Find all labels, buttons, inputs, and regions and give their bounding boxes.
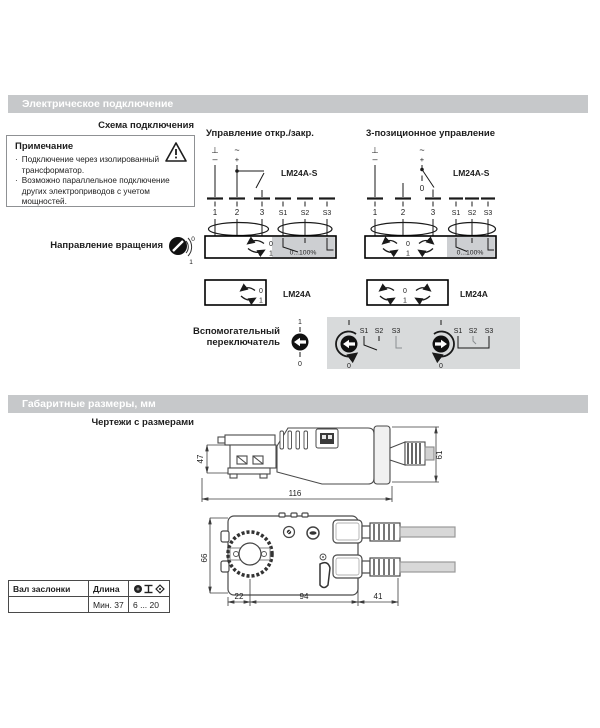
rotation-direction-label: Направление вращения <box>50 240 163 251</box>
note-bullet-text: Возможно параллельное подключение других электроприводов с учетом мощностей. <box>21 176 170 206</box>
cable-gland <box>209 223 269 236</box>
state-b-pos: 0 <box>439 363 443 370</box>
model-label: LM24A-S <box>281 168 318 178</box>
pos-0: 0 <box>406 241 410 248</box>
dim-41: 41 <box>373 592 383 601</box>
bullet-dot: · <box>15 176 18 185</box>
terminal-s2: S2 <box>467 210 477 217</box>
dim-22: 22 <box>234 592 244 601</box>
junction-dot <box>235 169 239 173</box>
range-label: 0...100% <box>289 249 317 257</box>
note-box <box>6 135 195 207</box>
state-a-s1: S1 <box>359 328 369 335</box>
terminal-s3: S3 <box>483 210 493 217</box>
position-indicator <box>320 554 326 560</box>
diagram1-title: Управление откр./закр. <box>206 128 314 139</box>
note-bullet-text: Подключение через изолированный трансформатор. <box>21 155 160 175</box>
state-b-s2: S2 <box>468 328 478 335</box>
plus-symbol: + <box>234 155 240 164</box>
min-length-cell: Мин. 37 <box>89 597 129 613</box>
aux-pos-1: 1 <box>298 319 302 326</box>
state-a-pos: 0 <box>347 363 351 370</box>
state-b-s1: S1 <box>453 328 463 335</box>
col-shaft-size <box>129 581 170 597</box>
shaft-shape-icon <box>133 584 165 594</box>
dim-66: 66 <box>200 553 209 563</box>
terminal-s1: S1 <box>278 210 288 217</box>
wiring-diagram-3-position <box>363 140 523 310</box>
section-header-electrical <box>8 95 588 113</box>
aux-label-line1: Вспомогательный <box>192 326 280 337</box>
terminal-1: 1 <box>212 208 218 217</box>
terminal-s3: S3 <box>322 210 332 217</box>
dim-61: 61 <box>435 450 444 460</box>
aux-switch-panel <box>327 317 520 369</box>
rotation-knob-icon <box>166 230 200 268</box>
dim-94: 94 <box>299 592 309 601</box>
col-length: Длина <box>89 581 129 597</box>
scheme-row-label: Схема подключения <box>98 120 194 131</box>
knob-pos-1: 1 <box>189 259 193 266</box>
ground-symbol: ⊥ <box>371 145 379 155</box>
terminal-s1: S1 <box>451 210 461 217</box>
table-value-row <box>9 597 170 613</box>
pos-0: 0 <box>403 288 407 295</box>
ac-symbol: ~ <box>234 145 240 155</box>
pos-0: 0 <box>259 288 263 295</box>
table-header-row <box>9 581 170 597</box>
model-label: LM24A-S <box>453 168 490 178</box>
pos-1: 1 <box>403 297 407 305</box>
state-a-s3-contact <box>396 336 402 348</box>
manual-override-button <box>307 527 319 539</box>
dim-116: 116 <box>288 489 302 498</box>
drawings-row-label: Чертежи с размерами <box>91 417 194 428</box>
terminal-3: 3 <box>259 208 265 217</box>
aux-switch-label <box>150 326 280 348</box>
state-a-s3: S3 <box>391 328 401 335</box>
warning-icon <box>165 142 187 162</box>
aux-switch-states <box>327 317 520 369</box>
wiring-diagram-open-close <box>203 140 348 310</box>
plus-symbol: + <box>419 155 425 164</box>
section-title: Электрическое подключение <box>22 98 174 110</box>
empty-cell <box>9 597 89 613</box>
dim-47: 47 <box>196 454 205 464</box>
section-header-dimensions <box>8 395 588 413</box>
model-label: LM24A <box>460 289 488 299</box>
aux-pos-0: 0 <box>298 361 302 368</box>
junction-dot <box>420 168 424 172</box>
terminal-1: 1 <box>372 208 378 217</box>
pos-1: 1 <box>269 250 273 258</box>
cable-gland <box>371 223 437 236</box>
terminal-2: 2 <box>234 208 240 217</box>
terminal-s2: S2 <box>300 210 310 217</box>
state-a-contacts <box>364 336 379 350</box>
top-view-drawing <box>200 512 467 616</box>
state-a-s2: S2 <box>374 328 384 335</box>
mid-position-0: 0 <box>419 184 425 193</box>
pos-1: 1 <box>259 297 263 305</box>
connector-window <box>316 429 338 448</box>
side-view-drawing <box>196 422 446 510</box>
actuator-box-lm24a <box>367 280 448 305</box>
ac-symbol: ~ <box>419 145 425 155</box>
shaft-range-cell: 6 ... 20 <box>129 597 170 613</box>
note-title: Примечание <box>15 141 74 152</box>
shaft-table <box>8 580 170 613</box>
terminal-3: 3 <box>430 208 436 217</box>
ground-symbol: ⊥ <box>211 145 219 155</box>
note-bullet-2 <box>15 176 186 208</box>
aux-label-line2: переключатель <box>206 337 280 348</box>
range-label: 0...100% <box>456 249 484 257</box>
bullet-dot: · <box>15 155 18 164</box>
section-title: Габаритные размеры, мм <box>22 398 156 410</box>
model-label: LM24A <box>283 289 311 299</box>
actuator-box-lm24a <box>205 280 266 305</box>
aux-switch-knob <box>290 315 310 369</box>
gear-release-button <box>284 527 295 538</box>
minus-symbol: – <box>372 154 378 164</box>
knob-pos-0: 0 <box>191 236 195 243</box>
pointer-lever <box>320 563 330 588</box>
note-bullet-1 <box>15 155 186 176</box>
col-shaft: Вал заслонки <box>9 581 89 597</box>
state-b-s3: S3 <box>484 328 494 335</box>
pos-1: 1 <box>406 250 410 258</box>
minus-symbol: – <box>212 154 218 164</box>
terminal-2: 2 <box>400 208 406 217</box>
pos-0: 0 <box>269 241 273 248</box>
diagram2-title: 3-позиционное управление <box>366 128 495 139</box>
state-b-s2-contact <box>473 336 476 344</box>
